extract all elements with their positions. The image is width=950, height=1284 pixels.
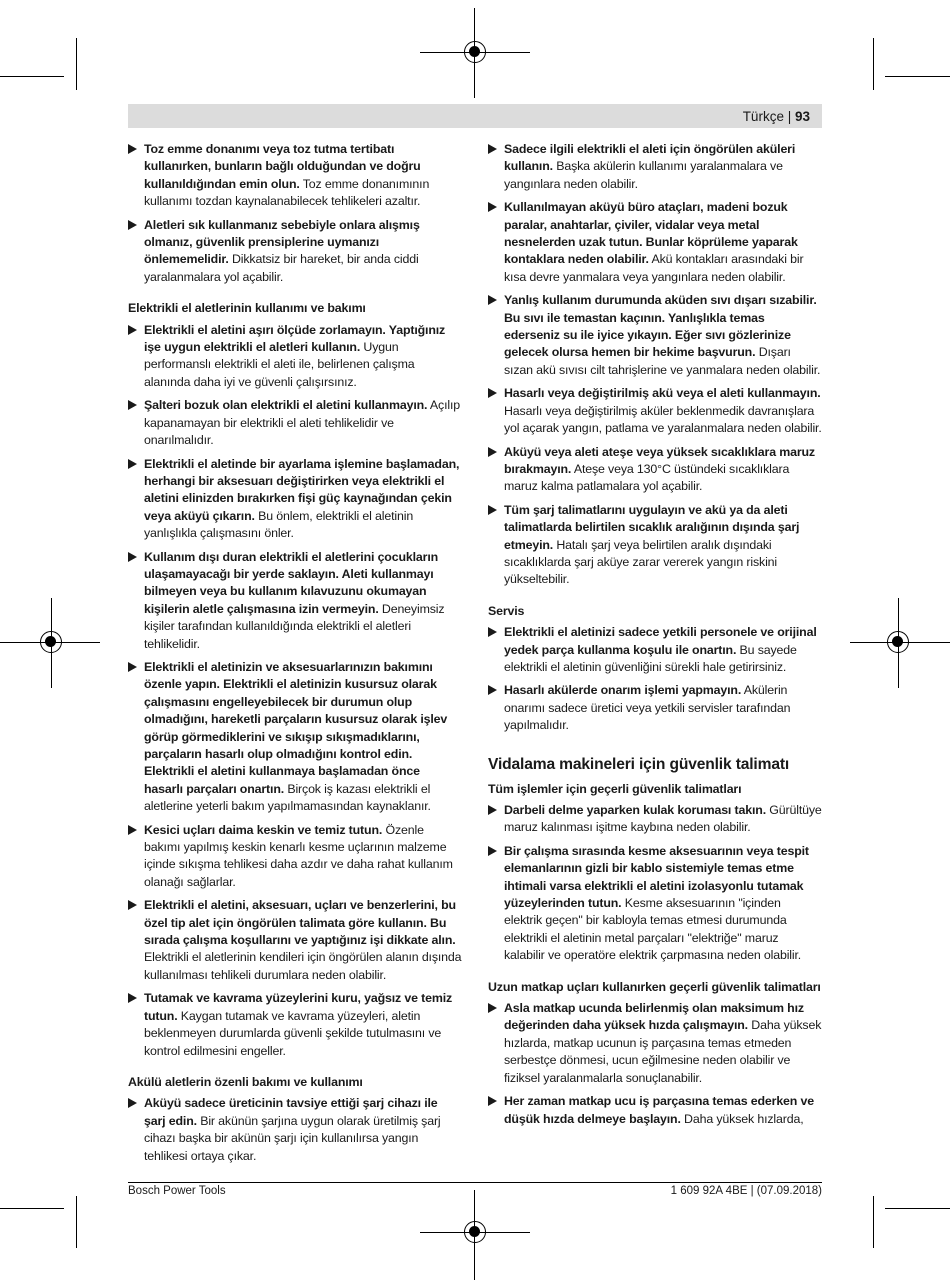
bullet-triangle-icon — [488, 447, 497, 457]
list-item — [488, 1000, 822, 1087]
bullet-triangle-icon — [488, 144, 497, 154]
bullet-triangle-icon — [128, 552, 137, 562]
section-title: Servis — [488, 603, 525, 618]
item-bold-text: Hasarlı veya değiştirilmiş akü veya el aleti kullanmayın. — [504, 386, 821, 401]
item-body-text: Elektrikli el aletlerinin kendileri için öngörülen alanın dışında kullanılması tehlikeli durumlara neden olabilir. — [144, 950, 462, 982]
item-bold-text: Tüm şarj talimatlarını uygulayın ve akü ya da aleti talimatlarda belirtilen sıcaklık aralığının dışında şarj etmeyin. — [504, 502, 800, 552]
item-body-text: Özenle bakımı yapılmış keskin kenarlı kesme uçlarının malzeme içinde sıkışma tehlikesi daha azdır ve daha rahat kullanım olanağı sağlarlar. — [144, 822, 453, 889]
registration-mark-icon — [40, 631, 62, 653]
battery-list — [128, 1095, 462, 1165]
item-body-text: Uygun performanslı elektrikli el aleti ile, belirlenen çalışma alanında daha iyi ve güvenli çalışırsınız. — [144, 340, 415, 389]
item-bold-text: Aletleri sık kullanmanız sebebiyle onlara alışmış olmanız, güvenlik prensiplerine uymanızı önlememelidir. — [144, 217, 420, 267]
section-title: Akülü aletlerin özenli bakımı ve kullanımı — [128, 1074, 363, 1089]
section-title: Uzun matkap uçları kullanırken geçerli güvenlik talimatları — [488, 979, 821, 994]
bullet-triangle-icon — [488, 505, 497, 515]
item-body-text: Bu önlem, elektrikli el aletinin yanlışlıkla çalışmasını önler. — [144, 508, 414, 541]
bullet-triangle-icon — [488, 388, 497, 398]
header-bar — [128, 104, 822, 128]
right-column — [488, 141, 822, 1134]
item-body-text: Birçok iş kazası elektrikli el aletlerine yeterli bakım yapılmamasından kaynaklanır. — [144, 781, 431, 814]
item-bold-text: Elektrikli el aletini, aksesuarı, uçları ve benzerlerini, bu özel tip alet için öngörülen talimata göre kullanın. Bu sırada çalışma koşullarını ve yaptığınız işi dikkate alın. — [144, 898, 456, 948]
bullet-triangle-icon — [488, 202, 497, 212]
list-item — [128, 456, 462, 543]
bullet-triangle-icon — [128, 662, 137, 672]
long-bit-list — [488, 1000, 822, 1128]
item-body-text: Gürültüye maruz kalınması işitme kaybına neden olabilir. — [504, 803, 822, 835]
bullet-triangle-icon — [128, 144, 137, 154]
screwdriver-list — [488, 802, 822, 965]
bullet-triangle-icon — [128, 220, 137, 230]
bullet-triangle-icon — [128, 1098, 137, 1108]
main-heading: Vidalama makineleri için güvenlik talimatı — [488, 755, 790, 773]
item-body-text: Akülerin onarımı sadece üretici veya yetkili servisler tarafından yapılmalıdır. — [504, 683, 791, 733]
list-item — [488, 385, 822, 437]
item-bold-text: Tutamak ve kavrama yüzeylerini kuru, yağsız ve temiz tutun. — [144, 991, 453, 1023]
item-body-text: Başka akülerin kullanımı yaralanmalara ve yangınlara neden olabilir. — [504, 159, 783, 191]
registration-mark-icon — [887, 631, 909, 653]
list-item — [128, 217, 462, 287]
list-item — [128, 141, 462, 211]
item-bold-text: Kullanılmayan aküyü büro ataçları, madeni bozuk paralar, anahtarlar, çiviler, vidalar veya metal nesnelerden uzak tutun. Bunlar köprüleme yaparak kontaklara neden olabilir. — [504, 200, 798, 267]
bullet-triangle-icon — [128, 825, 137, 835]
battery-list-cont — [488, 141, 822, 589]
item-body-text: Daha yüksek hızlarda, — [680, 1111, 804, 1126]
list-item — [488, 292, 822, 379]
bullet-triangle-icon — [488, 1003, 497, 1013]
header-language: Türkçe — [742, 109, 784, 124]
item-bold-text: Darbeli delme yaparken kulak koruması takın. — [504, 803, 766, 817]
item-bold-text: Her zaman matkap ucu iş parçasına temas ederken ve düşük hızda delmeye başlayın. — [504, 1094, 814, 1126]
bullet-triangle-icon — [488, 846, 497, 856]
intro-list — [128, 141, 462, 286]
tool-use-list — [128, 322, 462, 1060]
bullet-triangle-icon — [128, 993, 137, 1003]
bullet-triangle-icon — [128, 900, 137, 910]
item-bold-text: Aküyü sadece üreticinin tavsiye ettiği şarj cihazı ile şarj edin. — [144, 1096, 438, 1128]
section-title: Elektrikli el aletlerinin kullanımı ve bakımı — [128, 301, 366, 316]
item-body-text: Deneyimsiz kişiler tarafından kullanıldığında elektrikli el aletleri tehlikelidir. — [144, 601, 445, 651]
crop-mark — [0, 76, 64, 77]
list-item — [488, 843, 822, 965]
registration-mark-icon — [464, 1221, 486, 1243]
item-body-text: Ateşe veya 130°C üstündeki sıcaklıklara maruz kalma patlamalara yol açabilir. — [504, 461, 790, 494]
crop-mark — [873, 1196, 874, 1248]
bullet-triangle-icon — [488, 1096, 497, 1106]
list-item — [128, 322, 462, 392]
crop-mark — [885, 1208, 950, 1209]
list-item — [128, 822, 462, 892]
crop-mark — [76, 38, 77, 90]
item-body-text: Akü kontakları arasındaki bir kısa devre yanmalara veya yangınlara neden olabilir. — [504, 252, 804, 284]
list-item — [488, 141, 822, 193]
footer-rule — [128, 1182, 822, 1183]
item-bold-text: Kesici uçları daima keskin ve temiz tutun. — [144, 822, 383, 837]
item-body-text: Hatalı şarj veya belirtilen aralık dışındaki sıcaklıklarda şarj aküye zarar vererek yangın riskini yükseltebilir. — [504, 537, 778, 587]
bullet-triangle-icon — [488, 805, 497, 815]
list-item — [128, 897, 462, 984]
crop-mark — [885, 76, 950, 77]
item-body-text: Daha yüksek hızlarda, matkap ucunun iş parçasına temas etmeden serbestçe dönmesi, ucun eğilmesine neden olabilir ve fiziksel yaralanmalarla sonuçlanabilir. — [504, 1018, 822, 1085]
item-bold-text: Bir çalışma sırasında kesme aksesuarının veya tespit elemanlarının gizli bir kablo sistemiyle temas etme ihtimali varsa elektrikli el aletini izolasyonlu tutamak yüzeylerinden tutun. — [504, 843, 809, 911]
item-body-text: Açılıp kapanamayan bir elektrikli el aleti tehlikelidir ve onarılmalıdır. — [144, 398, 461, 448]
item-bold-text: Elektrikli el aletini aşırı ölçüde zorlamayın. Yaptığınız işe uygun elektrikli el aletleri kullanın. — [144, 322, 446, 355]
item-bold-text: Elektrikli el aletinizin ve aksesuarlarınızın bakımını özenle yapın. Elektrikli el aletinizin kusursuz olarak çalışmasını engelleyebilecek bir durumun olup olmadığını, hareketli parçaların kusursuz olarak işlev görüp görmediklerini ve sıkışıp sıkışmadıklarını, parçaların hasarlı olup olmadığını kontrol edin. Elektrikli el aletini kullanmaya başlamadan önce hasarlı parçaları onartın. — [144, 659, 448, 796]
item-bold-text: Elektrikli el aletinde bir ayarlama işlemine başlamadan, herhangi bir aksesuarı değiştirirken veya elektrikli el aletini elinizden bırakırken fişi güç kaynağından çekin veya aküyü çıkarın. — [144, 456, 460, 523]
item-bold-text: Şalteri bozuk olan elektrikli el aletini kullanmayın. — [144, 398, 428, 413]
service-list — [488, 624, 822, 734]
item-body-text: Kaygan tutamak ve kavrama yüzeyleri, aletin beklenmeyen durumlarda güvenli şekilde tutulmasını ve kontrol edilmesini engeller. — [144, 1008, 442, 1058]
item-body-text: Dikkatsiz bir hareket, bir anda ciddi yaralanmalara yol açabilir. — [144, 252, 419, 284]
item-bold-text: Sadece ilgili elektrikli el aleti için öngörülen aküleri kullanın. — [504, 142, 796, 174]
item-bold-text: Yanlış kullanım durumunda aküden sıvı dışarı sızabilir. Bu sıvı ile temastan kaçının. Yanlışlıkla temas ederseniz su ile iyice yıkayın. Eğer sıvı gözlerinize gelecek olursa hemen bir hekime başvurun. — [504, 293, 817, 360]
bullet-triangle-icon — [488, 685, 497, 695]
list-item — [128, 549, 462, 653]
footer-docnum: 1 609 92A 4BE | (07.09.2018) — [670, 1185, 822, 1197]
bullet-triangle-icon — [128, 325, 137, 335]
item-body-text: Toz emme donanımının kullanımı tozdan kaynalanabilecek tehlikeleri azaltır. — [144, 176, 430, 209]
list-item — [488, 624, 822, 676]
left-column — [128, 141, 462, 1171]
crop-mark — [76, 1196, 77, 1248]
list-item — [488, 502, 822, 589]
list-item — [128, 1095, 462, 1165]
list-item — [128, 659, 462, 816]
bullet-triangle-icon — [128, 459, 137, 469]
bullet-triangle-icon — [128, 400, 137, 410]
item-bold-text: Toz emme donanımı veya toz tutma tertibatı kullanırken, bunların bağlı olduğundan ve doğru kullanıldığından emin olun. — [144, 142, 421, 191]
footer-brand: Bosch Power Tools — [128, 1185, 226, 1197]
section-title: Tüm işlemler için geçerli güvenlik talimatları — [488, 781, 742, 796]
list-item — [488, 199, 822, 286]
page-header: Türkçe | 93 — [742, 109, 810, 124]
item-bold-text: Hasarlı akülerde onarım işlemi yapmayın. — [504, 683, 742, 698]
registration-mark-icon — [464, 41, 486, 63]
list-item — [488, 444, 822, 496]
item-bold-text: Aküyü veya aleti ateşe veya yüksek sıcaklıklara maruz bırakmayın. — [504, 444, 815, 476]
page-number: 93 — [794, 109, 810, 124]
bullet-triangle-icon — [488, 627, 497, 637]
item-body-text: Bu sayede elektrikli el aletinin güvenliğini sürekli hale getirirsiniz. — [504, 642, 797, 674]
crop-mark — [0, 1208, 64, 1209]
item-body-text: Hasarlı veya değiştirilmiş aküler beklenmedik davranışlara yol açarak yangın, patlama ve yaralanmalara neden olabilir. — [504, 403, 822, 436]
item-body-text: Kesme aksesuarının "içinden elektrik geçen" bir kabloyla temas etmesi durumunda elektrikli el aletinin metal parçaları "elektriğe" maruz kalabilir ve operatöre elektrik çarpmasına neden olabilir. — [504, 896, 802, 963]
list-item — [128, 397, 462, 449]
crop-mark — [873, 38, 874, 90]
bullet-triangle-icon — [488, 295, 497, 305]
item-bold-text: Elektrikli el aletinizi sadece yetkili personele ve orijinal yedek parça kullanma koşulu ile onartın. — [504, 625, 817, 657]
list-item — [128, 990, 462, 1060]
item-body-text: Bir akünün şarjına uygun olarak üretilmiş şarj cihazı başka bir akünün şarjı için kullanılırsa yangın tehlikesi ortaya çıkar. — [144, 1113, 441, 1163]
list-item — [488, 682, 822, 734]
item-body-text: Dışarı sızan akü sıvısı cilt tahrişlerine ve yanmalara neden olabilir. — [504, 345, 821, 377]
list-item — [488, 802, 822, 837]
item-bold-text: Kullanım dışı duran elektrikli el aletlerini çocukların ulaşamayacağı bir yerde saklayın. Aleti kullanmayı bilmeyen veya bu kullanım kılavuzunu okumayan kişilerin aletle çalışmasına izin vermeyin. — [144, 549, 439, 616]
item-bold-text: Asla matkap ucunda belirlenmiş olan maksimum hız değerinden daha yüksek hızda çalışmayın. — [504, 1001, 804, 1033]
list-item — [488, 1093, 822, 1128]
